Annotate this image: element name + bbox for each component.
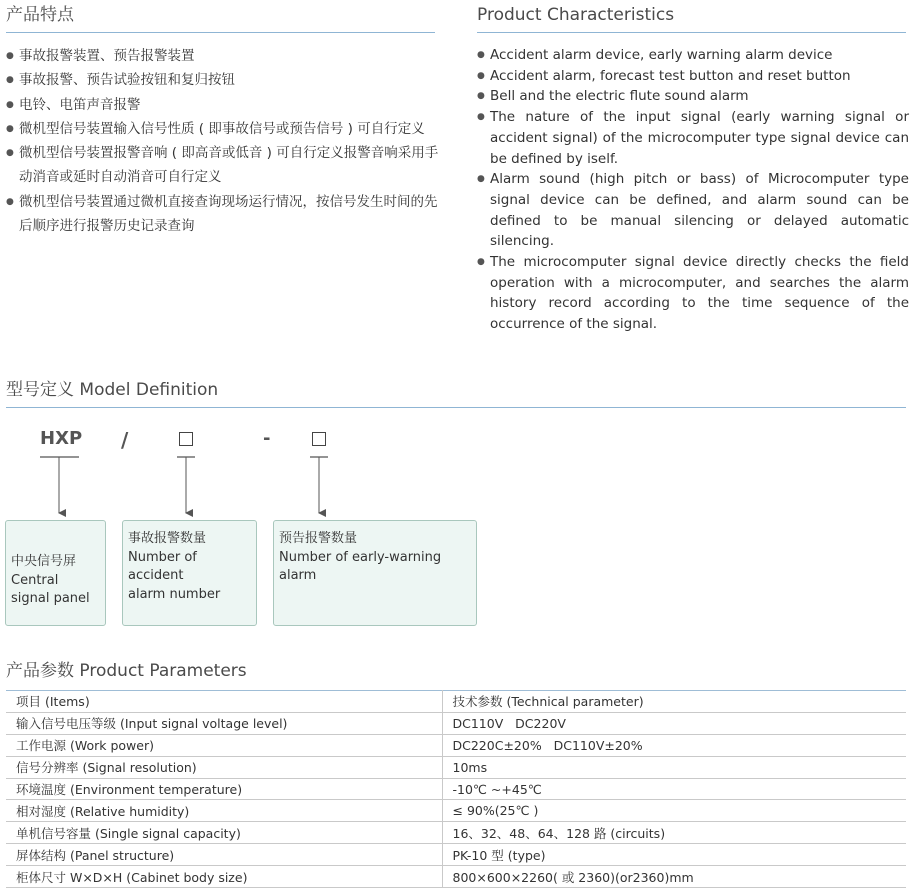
- definition-en: alarm number: [128, 586, 221, 602]
- definition-en: Central: [11, 572, 59, 588]
- params-table: [6, 690, 906, 888]
- table-cell: 相对湿度 (Relative humidity): [6, 800, 442, 822]
- table-cell: 技术参数 (Technical parameter): [442, 691, 906, 713]
- features-title-en: Product Characteristics: [477, 5, 675, 25]
- table-cell: -10℃ ~+45℃: [442, 778, 906, 800]
- params-title: 产品参数 Product Parameters: [6, 661, 247, 681]
- table-cell: 屏体结构 (Panel structure): [6, 844, 442, 866]
- list-item: ● The microcomputer signal device directly checks the field operation with a microcomputer, and searches the alarm history record according to the time sequence of the occurrence of the signal.: [477, 252, 909, 335]
- list-item: ● Alarm sound (high pitch or bass) of Microcomputer type signal device can be defined, and alarm sound can be defined to be manual silencing or delayed automatic silencing.: [477, 169, 909, 252]
- features-list-en: [477, 45, 909, 335]
- table-cell: 项目 (Items): [6, 691, 442, 713]
- definition-en: Number of early-warning alarm: [279, 549, 442, 583]
- table-cell: 800×600×2260( 或 2360)(or2360)mm: [442, 866, 906, 888]
- table-row: [6, 822, 906, 844]
- table-row: [6, 712, 906, 734]
- accident-count-placeholder: [179, 432, 193, 446]
- list-item: ● Accident alarm, forecast test button and reset button: [477, 66, 909, 87]
- table-cell: DC110V DC220V: [442, 712, 906, 734]
- definition-zh: 预告报警数量: [279, 531, 358, 546]
- table-cell: 工作电源 (Work power): [6, 734, 442, 756]
- table-cell: ≤ 90%(25℃ ): [442, 800, 906, 822]
- features-rule-zh: [6, 32, 435, 33]
- list-item: ● 事故报警装置、预告报警装置: [6, 44, 446, 68]
- list-item: ● 微机型信号装置报警音响 ( 即高音或低音 ) 可自行定义报警音响采用手动消音或延时自动消音可自行定义: [6, 141, 446, 190]
- list-item: ● 微机型信号装置输入信号性质 ( 即事故信号或预告信号 ) 可自行定义: [6, 117, 446, 141]
- table-header-row: [6, 691, 906, 713]
- definition-en: Number of accident: [128, 549, 197, 583]
- list-item: ● 微机型信号装置通过微机直接查询现场运行情况，按信号发生时间的先后顺序进行报警历史记录查询: [6, 190, 446, 239]
- definition-box-accident-number: [122, 520, 257, 626]
- table-row: [6, 866, 906, 888]
- features-rule-en: [477, 32, 906, 33]
- table-cell: 单机信号容量 (Single signal capacity): [6, 822, 442, 844]
- definition-box-warning-number: [273, 520, 477, 626]
- list-item: ● 电铃、电笛声音报警: [6, 93, 446, 117]
- model-code: HXP: [40, 428, 83, 449]
- list-item: ● The nature of the input signal (early warning signal or accident signal) of the microcomputer type signal device can be defined by iself.: [477, 107, 909, 169]
- features-list-zh: [6, 44, 446, 238]
- table-cell: DC220C±20% DC110V±20%: [442, 734, 906, 756]
- model-title: 型号定义 Model Definition: [6, 380, 219, 400]
- definition-zh: 事故报警数量: [128, 531, 207, 546]
- list-item: ● 事故报警、预告试验按钮和复归按钮: [6, 68, 446, 92]
- features-title-zh: 产品特点: [6, 5, 74, 25]
- table-row: [6, 800, 906, 822]
- list-item: ● Bell and the electric flute sound alarm: [477, 86, 909, 107]
- table-row: [6, 734, 906, 756]
- table-cell: 16、32、48、64、128 路 (circuits): [442, 822, 906, 844]
- connector-code: [40, 457, 79, 513]
- connector-accident: [177, 457, 195, 513]
- model-rule: [6, 407, 906, 408]
- table-row: [6, 778, 906, 800]
- model-slash: /: [121, 428, 129, 452]
- definition-en: signal panel: [11, 591, 90, 606]
- definition-box-central-panel: [5, 520, 106, 626]
- model-dash: -: [263, 428, 271, 449]
- connector-warning: [310, 457, 328, 513]
- table-cell: 输入信号电压等级 (Input signal voltage level): [6, 712, 442, 734]
- table-cell: 环境温度 (Environment temperature): [6, 778, 442, 800]
- list-item: ● Accident alarm device, early warning alarm device: [477, 45, 909, 66]
- table-cell: 信号分辨率 (Signal resolution): [6, 756, 442, 778]
- table-cell: PK-10 型 (type): [442, 844, 906, 866]
- table-row: [6, 756, 906, 778]
- table-cell: 柜体尺寸 W×D×H (Cabinet body size): [6, 866, 442, 888]
- table-row: [6, 844, 906, 866]
- definition-zh: 中央信号屏: [11, 554, 77, 569]
- warning-count-placeholder: [312, 432, 326, 446]
- model-connectors: [0, 450, 400, 525]
- table-cell: 10ms: [442, 756, 906, 778]
